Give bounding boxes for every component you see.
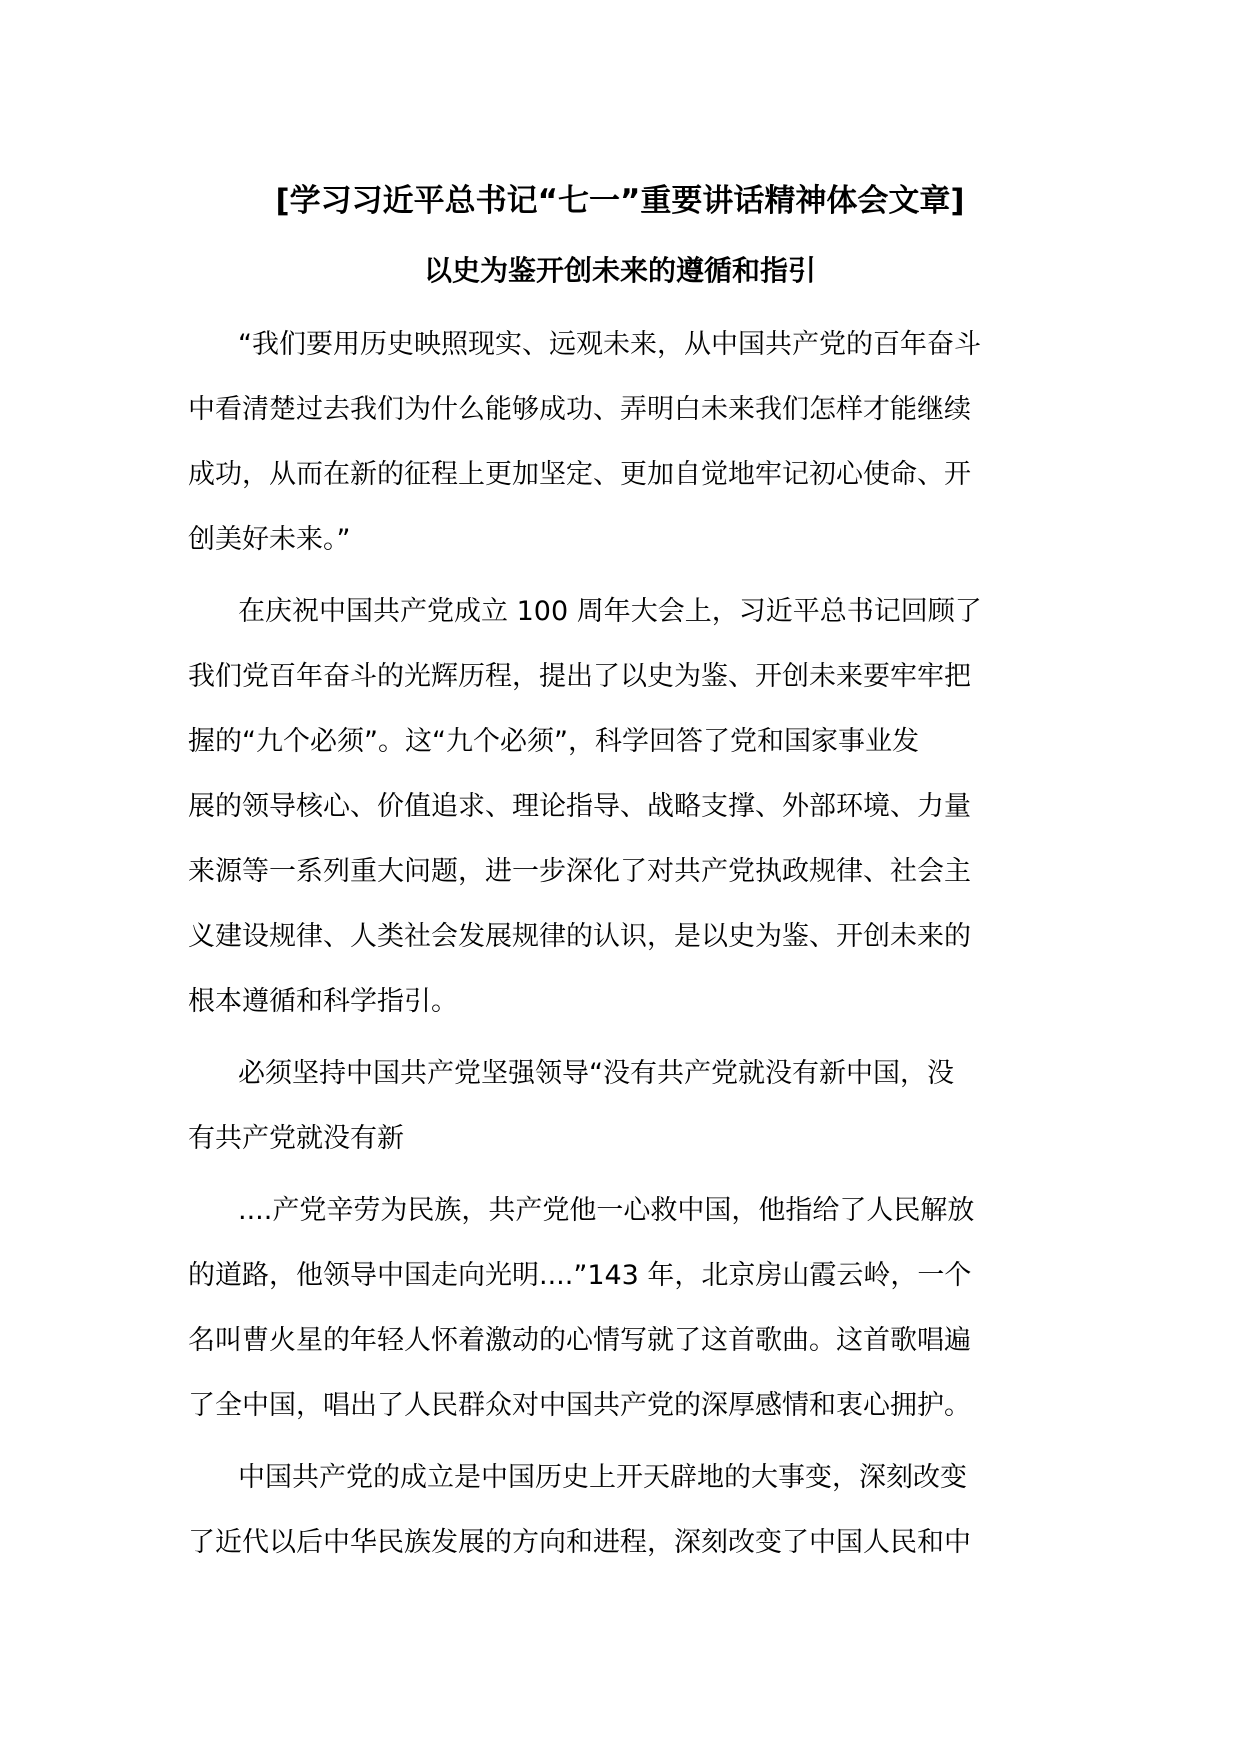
text-line: 中国共产党的成立是中国历史上开天辟地的大事变，深刻改变: [238, 1462, 967, 1493]
text-line: 创美好未来。”: [188, 524, 351, 555]
paragraph-2: [188, 579, 1054, 1034]
paragraph-5: [188, 1445, 1054, 1575]
paragraph-4: [188, 1178, 1054, 1438]
text-line: 握的“九个必须”。这“九个必须”，科学回答了党和国家事业发: [188, 726, 919, 757]
text-line: 根本遵循和科学指引。: [188, 986, 458, 1017]
text-line: 的道路，他领导中国走向光明....”143 年，北京房山霞云岭，一个: [188, 1260, 972, 1291]
text-line: 名叫曹火星的年轻人怀着激动的心情写就了这首歌曲。这首歌唱遍: [188, 1325, 971, 1356]
text-line: 中看清楚过去我们为什么能够成功、弄明白未来我们怎样才能继续: [188, 394, 971, 425]
document-title: [学习习近平总书记“七一”重要讲话精神体会文章]: [275, 183, 965, 219]
paragraph-1: [188, 312, 1054, 572]
text-line: ....产党辛劳为民族，共产党他一心救中国，他指给了人民解放: [238, 1195, 975, 1226]
text-line: “我们要用历史映照现实、远观未来，从中国共产党的百年奋斗: [238, 329, 981, 360]
document-body: [188, 312, 1054, 1582]
text-line: 了近代以后中华民族发展的方向和进程，深刻改变了中国人民和中: [188, 1527, 971, 1558]
text-line: 我们党百年奋斗的光辉历程，提出了以史为鉴、开创未来要牢牢把: [188, 661, 971, 692]
text-line: 了全中国，唱出了人民群众对中国共产党的深厚感情和衷心拥护。: [188, 1390, 971, 1421]
text-line: 在庆祝中国共产党成立 100 周年大会上，习近平总书记回顾了: [238, 596, 982, 627]
text-line: 有共产党就没有新: [188, 1123, 404, 1154]
text-line: 义建设规律、人类社会发展规律的认识，是以史为鉴、开创未来的: [188, 921, 971, 952]
document-subtitle: 以史为鉴开创未来的遵循和指引: [423, 254, 816, 287]
text-line: 成功，从而在新的征程上更加坚定、更加自觉地牢记初心使命、开: [188, 459, 971, 490]
text-line: 展的领导核心、价值追求、理论指导、战略支撑、外部环境、力量: [188, 791, 971, 822]
paragraph-3: [188, 1041, 1054, 1171]
text-line: 必须坚持中国共产党坚强领导“没有共产党就没有新中国，没: [238, 1058, 954, 1089]
text-line: 来源等一系列重大问题，进一步深化了对共产党执政规律、社会主: [188, 856, 971, 887]
